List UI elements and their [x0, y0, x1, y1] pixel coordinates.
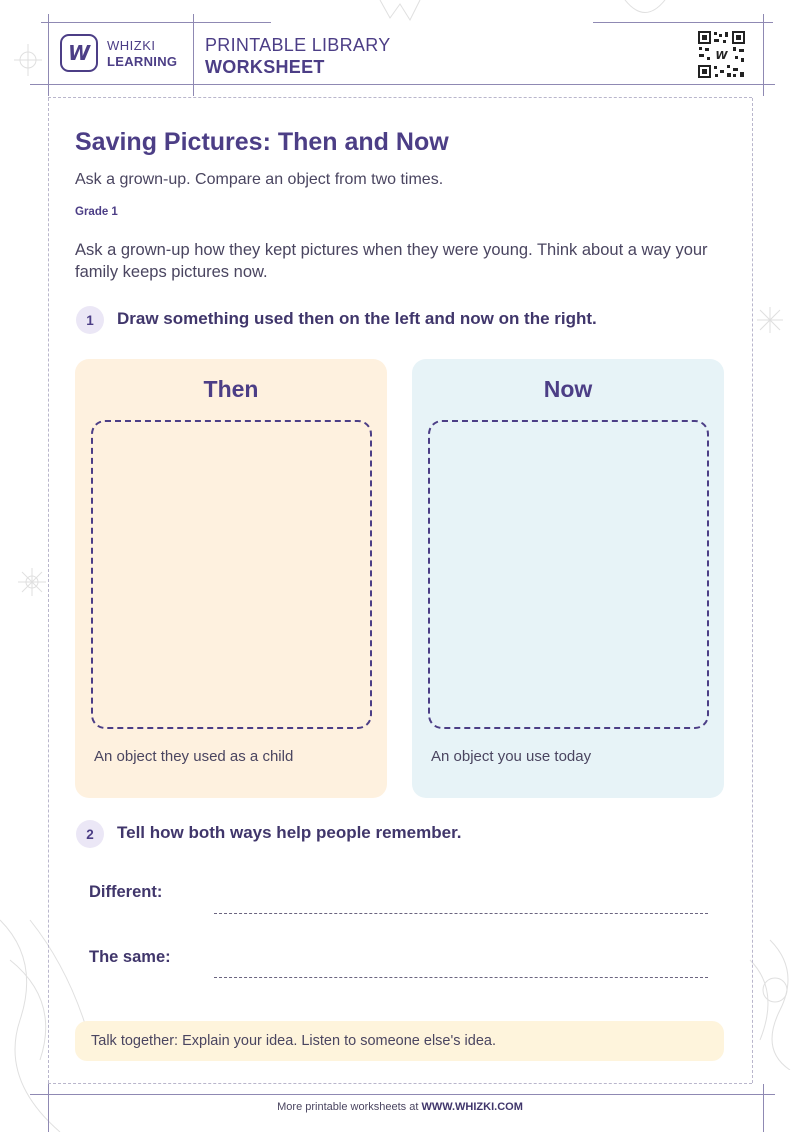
decorative-doodle-right-mid — [755, 305, 785, 335]
footer — [0, 1101, 800, 1113]
different-answer-line[interactable] — [214, 913, 708, 914]
worksheet-subtitle: Ask a grown-up. Compare an object from two times. — [75, 171, 444, 188]
then-panel-title: Then — [203, 376, 259, 402]
header-bottom-rule — [30, 84, 775, 85]
brand-name-line1: WHIZKI — [107, 38, 156, 53]
header-top-rule-left — [41, 22, 271, 23]
talk-together-box — [75, 1021, 724, 1061]
same-label: The same: — [89, 948, 171, 966]
step-1-badge: 1 — [76, 306, 104, 334]
footer-rule — [30, 1094, 775, 1095]
decorative-doodle-top-right — [620, 0, 670, 22]
header-divider-right — [763, 14, 764, 96]
talk-together-text: Talk together: Explain your idea. Listen to someone else's idea. — [91, 1033, 496, 1049]
then-panel-caption: An object they used as a child — [94, 748, 294, 765]
step-2-instruction: Tell how both ways help people remember. — [117, 823, 462, 842]
qr-center-letter: W — [715, 49, 728, 62]
page-border-bottom — [48, 1083, 752, 1084]
footer-site-link[interactable]: WWW.WHIZKI.COM — [421, 1101, 523, 1113]
header-divider-mid — [193, 14, 194, 96]
step-2-badge: 2 — [76, 820, 104, 848]
decorative-doodle-bottom-right — [730, 930, 800, 1070]
now-panel — [412, 359, 724, 798]
decorative-doodle-bottom-left — [0, 900, 110, 1132]
footer-prefix: More printable worksheets at — [277, 1101, 422, 1113]
intro-paragraph: Ask a grown-up how they kept pictures when they were young. Think about a way your family keeps pictures now. — [75, 241, 708, 281]
header-divider-left — [48, 14, 49, 96]
then-drawing-area[interactable] — [91, 420, 372, 729]
decorative-doodle-left-top — [10, 40, 45, 80]
worksheet-title: Saving Pictures: Then and Now — [75, 128, 449, 156]
grade-label: Grade 1 — [75, 206, 118, 218]
logo-letter: W — [67, 41, 91, 65]
page-border-right — [752, 98, 753, 1083]
whizki-logo-icon — [60, 34, 98, 72]
brand-name-line2: LEARNING — [107, 54, 178, 69]
decorative-doodle-top — [370, 0, 430, 30]
qr-code-icon[interactable] — [697, 30, 746, 79]
library-label: PRINTABLE LIBRARY — [205, 35, 391, 55]
now-drawing-area[interactable] — [428, 420, 709, 729]
decorative-doodle-left-mid — [15, 565, 50, 600]
different-label: Different: — [89, 883, 163, 901]
header-top-rule-right — [593, 22, 773, 23]
same-answer-line[interactable] — [214, 977, 708, 978]
page-border-left — [48, 98, 49, 1083]
now-panel-title: Now — [543, 376, 593, 402]
then-panel — [75, 359, 387, 798]
page-border-top — [48, 97, 752, 98]
step-1-instruction: Draw something used then on the left and now on the right. — [117, 309, 597, 328]
now-panel-caption: An object you use today — [431, 748, 592, 765]
worksheet-label: WORKSHEET — [205, 57, 325, 77]
